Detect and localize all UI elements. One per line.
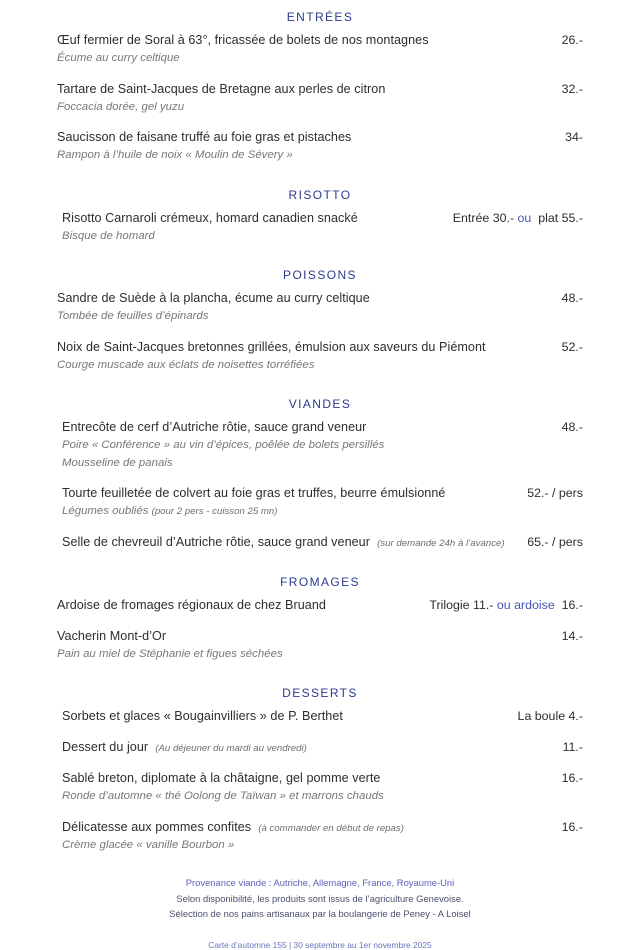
menu-item-name-text: Sorbets et glaces « Bougainvilliers » de P. Berthet (62, 709, 343, 724)
menu-item-line (57, 739, 583, 756)
menu-item-name-text: Noix de Saint-Jacques bretonnes grillées, émulsion aux saveurs du Piémont (57, 339, 486, 354)
menu-item-line (57, 534, 583, 551)
menu-item-name (57, 739, 563, 756)
section-heading: poissons (283, 265, 357, 284)
menu-item-price (562, 82, 583, 96)
menu-item-price (562, 629, 583, 643)
menu-item-name-text: Tourte feuilletée de colvert au foie gras et truffes, beurre émulsionné (62, 486, 446, 501)
menu-item-description-text: Tombée de feuilles d’épinards (57, 310, 209, 323)
menu-item-line (57, 597, 583, 614)
menu-item-price (429, 598, 583, 612)
menu-item-price (453, 211, 583, 225)
menu-item (57, 534, 583, 551)
menu-section (0, 676, 640, 853)
menu-item-description (57, 228, 583, 245)
section-items (0, 708, 640, 853)
menu-item-description-text: Ronde d’automne « thé Oolong de Taïwan » et marrons chauds (62, 790, 384, 803)
menu-item-description-text: Courge muscade aux éclats de noisettes torréfiées (57, 358, 315, 371)
menu-item-line (57, 485, 583, 502)
menu-item-line (57, 770, 583, 787)
menu-item-line (57, 819, 583, 836)
menu-item-description (57, 308, 583, 325)
menu-item-description-note: (pour 2 pers - cuisson 25 mn) (151, 506, 278, 518)
menu-section (0, 387, 640, 551)
menu-item-price-main: 52.- / pers (527, 486, 583, 501)
section-heading: viandes (288, 394, 352, 413)
menu-item-price-main: 48.- (561, 291, 583, 306)
menu-item (57, 770, 583, 805)
menu-item-description-text: Crème glacée « vanille Bourbon » (62, 838, 235, 851)
menu-item-price-main: 48.- (561, 420, 583, 435)
menu-item-name-text: Délicatesse aux pommes confites (62, 819, 252, 834)
menu-item-description (57, 788, 583, 805)
menu-item (57, 485, 583, 520)
menu-item-price-main: 11.- (562, 740, 583, 755)
section-heading: fromages (280, 571, 360, 590)
menu-item (57, 290, 583, 325)
menu-item-line (57, 419, 583, 436)
menu-item-description-text: Pain au miel de Stéphanie et figues séchées (57, 647, 283, 660)
menu-item-price (562, 771, 583, 785)
footer-provenance: Provenance viande : Autriche, Allemagne, France, Royaume-Uni (185, 877, 455, 889)
menu-item-name (57, 485, 527, 502)
menu-item-price-main: 65.- / pers (527, 534, 583, 549)
menu-item-price (565, 130, 583, 144)
menu-item-price-main: 32.- (561, 81, 583, 96)
menu-item-line (57, 339, 583, 356)
menu-item-price-alt-label: ou (517, 210, 532, 225)
menu-item-price-main: 26.- (561, 33, 583, 47)
menu-item-price-main: 16.- (561, 819, 583, 834)
menu-section (0, 258, 640, 373)
menu-item-name-text: Selle de chevreuil d’Autriche rôtie, sauce grand veneur (62, 534, 370, 549)
menu-item-description-line2: Mousseline de panais (62, 456, 173, 469)
menu-item-line (57, 290, 583, 307)
menu-item-price-secondary: plat 55.- (538, 210, 583, 225)
menu-item-description (57, 503, 583, 520)
menu-item-name-text: Risotto Carnaroli crémeux, homard canadien snacké (62, 210, 358, 225)
menu-item-price (562, 33, 583, 47)
menu-item-name-text: Saucisson de faisane truffé au foie gras et pistaches (57, 130, 352, 145)
section-items (0, 210, 640, 245)
menu-item-name-text: Vacherin Mont-d’Or (57, 628, 167, 643)
menu-item-line (57, 81, 583, 98)
footer-carte-validity: Carte d’automne 155 | 30 septembre au 1er novembre 2025 (208, 940, 432, 950)
menu-item-name (57, 819, 562, 836)
menu-footer (0, 875, 640, 950)
menu-item-description-text: Écume au curry celtique (57, 52, 180, 64)
menu-item-name-text: Sandre de Suède à la plancha, écume au curry celtique (57, 291, 370, 306)
menu-item-name (57, 290, 562, 307)
section-items (0, 32, 640, 164)
menu-section (0, 0, 640, 164)
menu-item-description-text: Bisque de homard (62, 229, 155, 242)
menu-item-price-main: 52.- (561, 339, 583, 354)
menu-item (57, 129, 583, 164)
footer-note-line1: Selon disponibilité, les produits sont issus de l’agriculture Genevoise. (176, 892, 464, 904)
section-heading: desserts (282, 683, 358, 702)
menu-item-name (57, 708, 518, 725)
menu-item-name-text: Entrecôte de cerf d’Autriche rôtie, sauce grand veneur (62, 420, 367, 435)
menu-item-name (57, 597, 429, 614)
menu-item-price (562, 291, 583, 305)
menu-item-name-text: Sablé breton, diplomate à la châtaigne, gel pomme verte (62, 771, 381, 786)
menu-item-name (57, 210, 453, 227)
menu-item-name (57, 339, 562, 356)
menu-item-description (57, 147, 583, 164)
menu-section (0, 565, 640, 663)
menu-item-name (57, 81, 562, 98)
menu-item-description (57, 50, 583, 67)
menu-item-price (562, 820, 583, 834)
menu-item (57, 628, 583, 663)
section-heading: entrées (286, 7, 354, 25)
footer-note-line2: Sélection de nos pains artisanaux par la boulangerie de Peney - A Loisel (169, 907, 471, 919)
menu-item-price (562, 340, 583, 354)
section-items (0, 419, 640, 551)
menu-item-line (57, 129, 583, 146)
menu-item-note: (à commander en début de repas) (258, 822, 404, 834)
menu-item-price (518, 709, 583, 723)
menu-item-price-main: Entrée 30.- (452, 210, 515, 225)
menu-item-price-main: 14.- (561, 628, 583, 643)
menu-item-line (57, 628, 583, 645)
menu-item-note: (sur demande 24h à l’avance) (377, 537, 505, 549)
menu-item (57, 739, 583, 756)
menu-item-price-main: Trilogie 11.- (429, 597, 494, 612)
menu-item (57, 32, 583, 67)
menu-item-price-alt-label: ou ardoise (496, 597, 555, 612)
menu-item-name-text: Tartare de Saint-Jacques de Bretagne aux perles de citron (57, 81, 386, 96)
menu-item-price (527, 535, 583, 549)
menu-item-description-text: Poire « Conférence » au vin d’épices, poêlée de bolets persillés (62, 439, 385, 452)
menu-item (57, 419, 583, 471)
menu-item-name-text: Dessert du jour (62, 740, 149, 755)
menu-section (0, 178, 640, 245)
menu-item-price-main: 16.- (561, 771, 583, 786)
menu-item (57, 81, 583, 116)
menu-item-line (57, 708, 583, 725)
section-items (0, 597, 640, 663)
menu-item-description-text: Légumes oubliés (62, 505, 149, 518)
menu-item-description (57, 357, 583, 374)
section-items (0, 290, 640, 373)
menu-item (57, 819, 583, 854)
menu-item-description-text: Foccacia dorée, gel yuzu (57, 100, 185, 113)
menu-item-name (57, 32, 562, 49)
menu-item-price-main: 34- (565, 130, 583, 145)
section-heading: risotto (288, 184, 352, 203)
menu-item-description (57, 99, 583, 116)
menu-item-line (57, 32, 583, 49)
menu-item-name (57, 419, 562, 436)
menu-item (57, 339, 583, 374)
menu-item-name (57, 129, 565, 146)
menu-item-price (562, 420, 583, 434)
menu-item (57, 708, 583, 725)
menu-item-note: (Au déjeuner du mardi au vendredi) (155, 743, 307, 755)
menu-item (57, 210, 583, 245)
menu-item-price-main: La boule 4.- (517, 709, 583, 724)
menu-item-price (527, 486, 583, 500)
menu-item-description-text: Rampon à l’huile de noix « Moulin de Sévery » (57, 149, 293, 162)
menu-item-name (57, 534, 527, 551)
menu-item-description (57, 837, 583, 854)
menu-item-description (57, 437, 583, 454)
menu-item (57, 597, 583, 614)
menu-item-line (57, 210, 583, 227)
menu-item-name-text: Ardoise de fromages régionaux de chez Bruand (57, 597, 326, 612)
menu-item-price-secondary: 16.- (561, 597, 583, 612)
menu-item-name (57, 770, 562, 787)
menu-item-name-text: Œuf fermier de Soral à 63°, fricassée de bolets de nos montagnes (57, 33, 429, 47)
menu-item-description (57, 646, 583, 663)
menu-item-name (57, 628, 562, 645)
menu-item-price (563, 740, 583, 754)
